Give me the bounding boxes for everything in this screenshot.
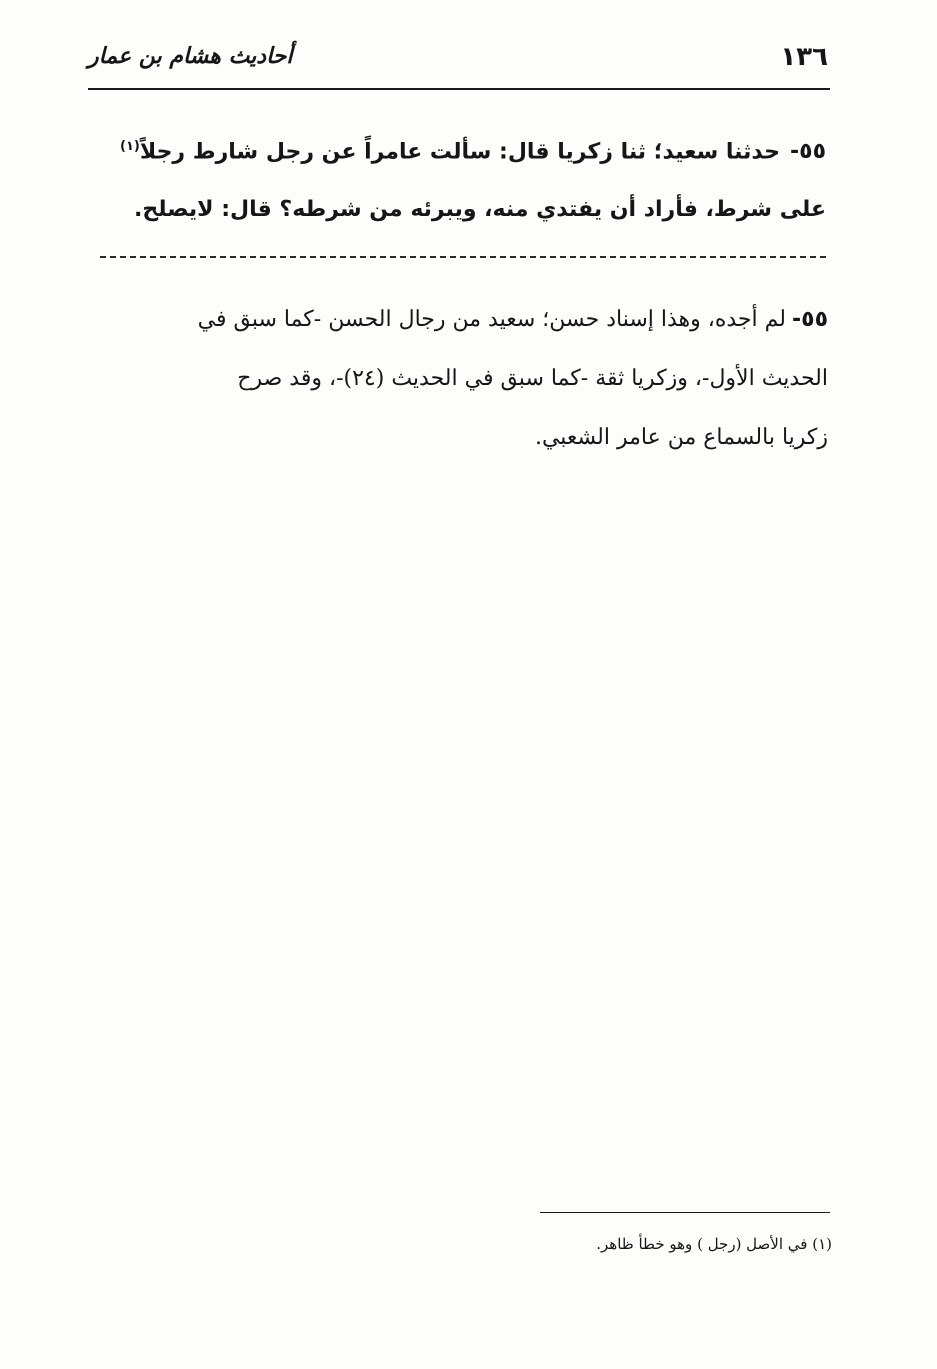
header-rule bbox=[88, 88, 830, 90]
section-separator bbox=[100, 256, 826, 258]
hadith-number: ٥٥- bbox=[790, 139, 826, 165]
commentary-line-1 bbox=[90, 290, 828, 349]
footnote-reference[interactable]: (١) bbox=[120, 139, 140, 154]
book-title: أحاديث هشام بن عمار bbox=[88, 44, 293, 69]
hadith-text bbox=[96, 118, 826, 239]
commentary-line-2: الحديث الأول-، وزكريا ثقة -كما سبق في الحديث (٢٤)-، وقد صرح bbox=[237, 366, 828, 391]
hadith-line-1-text: حدثنا سعيد؛ ثنا زكريا قال: سألت عامراً عن رجل شارط رجلاً bbox=[139, 139, 780, 165]
hadith-line-1 bbox=[96, 118, 826, 181]
commentary-number: ٥٥- bbox=[792, 307, 828, 332]
running-header bbox=[88, 36, 828, 88]
hadith-line-2: على شرط، فأراد أن يفتدي منه، ويبرئه من شرطه؟ قال: لايصلح. bbox=[134, 197, 826, 223]
page-number: ١٣٦ bbox=[780, 42, 828, 72]
commentary-text bbox=[90, 290, 828, 467]
footnote-rule bbox=[540, 1212, 830, 1213]
commentary-line-3: زكريا بالسماع من عامر الشعبي. bbox=[534, 425, 828, 450]
commentary-line-1-text: لم أجده، وهذا إسناد حسن؛ سعيد من رجال الحسن -كما سبق في bbox=[197, 307, 786, 332]
footnote: (١) في الأصل (رجل ) وهو خطأ ظاهر. bbox=[596, 1235, 832, 1253]
